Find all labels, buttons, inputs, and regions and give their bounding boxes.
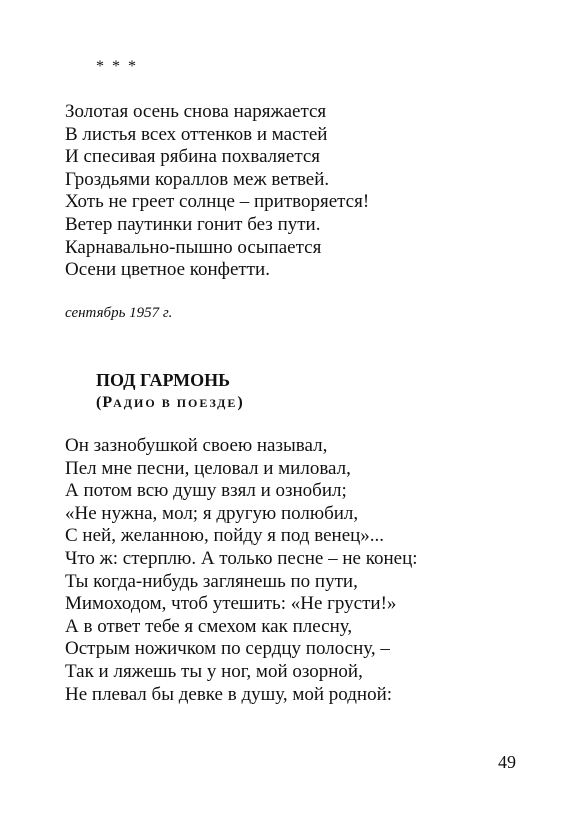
poem-line: Ты когда-нибудь заглянешь по пути, bbox=[65, 570, 358, 592]
poem-line: И спесивая рябина похваляется bbox=[65, 146, 321, 168]
poem-line: «Не нужна, мол; я другую полюбил, bbox=[65, 502, 359, 524]
poem-line: В листья всех оттенков и мастей bbox=[65, 123, 328, 145]
poem-line: Карнавально-пышно осыпается bbox=[65, 236, 322, 258]
subtitle-smallcaps: АДИО В ПОЕЗДЕ bbox=[113, 396, 238, 410]
subtitle-close: ) bbox=[237, 394, 244, 411]
poem-line: Золотая осень снова наряжается bbox=[65, 101, 327, 122]
section-separator: * * * bbox=[96, 58, 138, 75]
poem-line: Гроздьями кораллов меж ветвей. bbox=[65, 168, 330, 190]
poem-line: Хоть не греет солнце – притворяется! bbox=[65, 191, 370, 213]
subtitle-open: (Р bbox=[96, 394, 114, 411]
poem-pod-garmon bbox=[65, 435, 418, 706]
poem-line: Что ж: стерплю. А только песне – не конец: bbox=[65, 547, 418, 569]
poem-line: Острым ножичком по сердцу полосну, – bbox=[65, 638, 390, 660]
poem-line: Мимоходом, чтоб утешить: «Не грусти!» bbox=[65, 593, 397, 615]
poem-line: А потом всю душу взял и ознобил; bbox=[65, 480, 347, 502]
poem-line: Пел мне песни, целовал и миловал, bbox=[65, 457, 351, 479]
poem-line: Осени цветное конфетти. bbox=[65, 259, 270, 281]
poem-title: ПОД ГАРМОНЬ bbox=[96, 370, 231, 390]
poem-line: С ней, желанною, пойду я под венец»... bbox=[65, 525, 385, 547]
poem-date: сентябрь 1957 г. bbox=[65, 305, 173, 321]
poem-line: Ветер паутинки гонит без пути. bbox=[65, 213, 321, 235]
poem-autumn bbox=[65, 101, 369, 282]
poem-line: Он зазнобушкой своею называл, bbox=[65, 435, 328, 456]
poem-line: Не плевал бы девке в душу, мой родной: bbox=[65, 683, 393, 705]
poem-subtitle bbox=[96, 394, 244, 412]
poem-line: Так и ляжешь ты у ног, мой озорной, bbox=[65, 660, 363, 682]
page-number: 49 bbox=[498, 752, 516, 772]
poem-line: А в ответ тебе я смехом как плесну, bbox=[65, 615, 353, 637]
